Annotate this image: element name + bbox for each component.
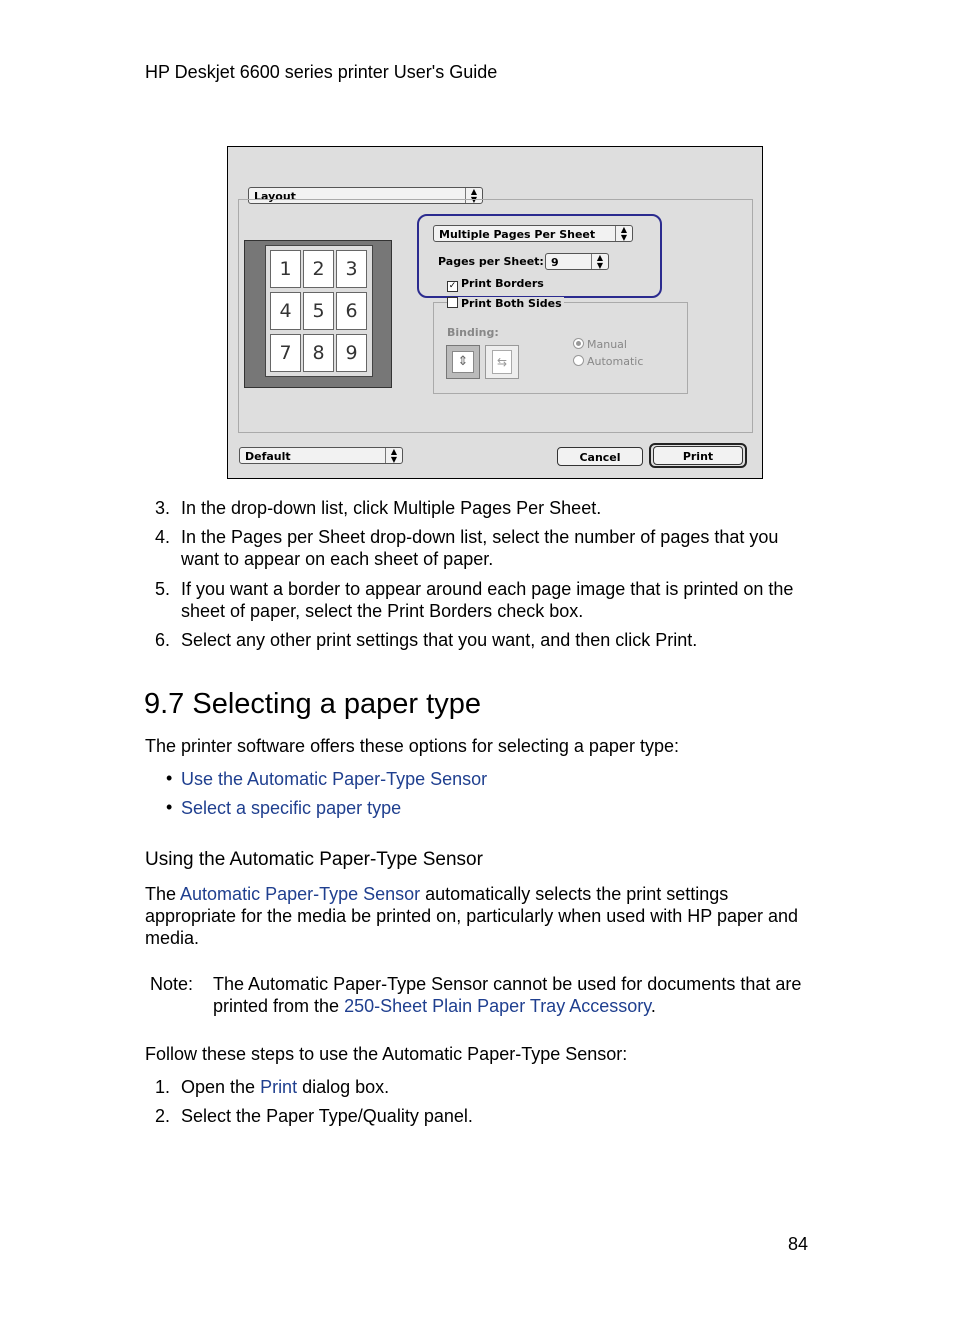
popup-arrows-icon: ▲ ▼ — [385, 448, 402, 463]
page-thumb: 2 — [303, 250, 334, 288]
popup-arrows-icon: ▲ ▼ — [591, 254, 608, 269]
panel-popup[interactable]: Layout ▲ ▼ — [248, 187, 483, 204]
link-automatic-sensor[interactable]: Use the Automatic Paper-Type Sensor — [181, 769, 488, 789]
print-both-sides-checkbox[interactable]: Print Both Sides — [447, 297, 564, 310]
page-thumb: 5 — [303, 292, 334, 330]
page-thumb: 1 — [270, 250, 301, 288]
note-text: The Automatic Paper-Type Sensor cannot be used for documents that are printed from the 250-Sheet Plain Paper Tray Accessory. — [213, 974, 802, 1016]
preview-sheet — [265, 245, 373, 377]
preset-popup[interactable]: Default ▲ ▼ — [239, 447, 403, 464]
follow-text: Follow these steps to use the Automatic Paper-Type Sensor: — [145, 1044, 628, 1064]
link-automatic-sensor-inline[interactable]: Automatic Paper-Type Sensor — [180, 884, 421, 904]
link-print-dialog[interactable]: Print — [260, 1077, 298, 1097]
pages-per-sheet-label: Pages per Sheet: — [438, 255, 544, 268]
page-thumb: 4 — [270, 292, 301, 330]
section-title: 9.7 Selecting a paper type — [144, 688, 481, 720]
cancel-button[interactable]: Cancel — [557, 447, 643, 466]
binding-label: Binding: — [447, 326, 499, 339]
intro-text: The printer software offers these options for selecting a paper type: — [145, 736, 679, 756]
link-specific-paper-type[interactable]: Select a specific paper type — [181, 798, 402, 818]
subheading: Using the Automatic Paper-Type Sensor — [145, 849, 483, 870]
popup-arrows-icon: ▲ ▼ — [465, 188, 482, 203]
layout-popup[interactable]: Multiple Pages Per Sheet ▲ ▼ — [433, 225, 633, 242]
checkmark-icon: ✓ — [448, 281, 457, 291]
page-thumb: 9 — [336, 334, 367, 372]
print-dialog-screenshot — [227, 146, 763, 479]
running-header: HP Deskjet 6600 series printer User's Guide — [145, 62, 498, 82]
automatic-radio[interactable]: Automatic — [573, 355, 643, 368]
link-tray-accessory[interactable]: 250-Sheet Plain Paper Tray Accessory — [344, 996, 651, 1016]
page-thumb: 7 — [270, 334, 301, 372]
binding-short-edge-icon[interactable]: ⇆ — [485, 345, 519, 379]
binding-long-edge-icon[interactable]: ⇕ — [446, 345, 480, 379]
bullet-icon: • — [166, 797, 173, 817]
print-button[interactable]: Print — [653, 446, 743, 465]
print-borders-checkbox[interactable]: ✓ Print Borders — [448, 277, 544, 291]
manual-radio[interactable]: Manual — [573, 338, 627, 351]
note-label: Note: — [150, 974, 194, 994]
paragraph: The Automatic Paper-Type Sensor automatically selects the print settings appropriate for the media be printed on, particularly when used with HP paper and media. — [145, 884, 799, 948]
pages-per-sheet-popup[interactable]: 9 ▲ ▼ — [545, 253, 609, 270]
page-number: 84 — [788, 1234, 809, 1254]
page-thumb: 8 — [303, 334, 334, 372]
popup-arrows-icon: ▲ ▼ — [615, 226, 632, 241]
page-thumb: 3 — [336, 250, 367, 288]
layout-preview — [244, 240, 392, 388]
bullet-icon: • — [166, 768, 173, 788]
page-thumb: 6 — [336, 292, 367, 330]
